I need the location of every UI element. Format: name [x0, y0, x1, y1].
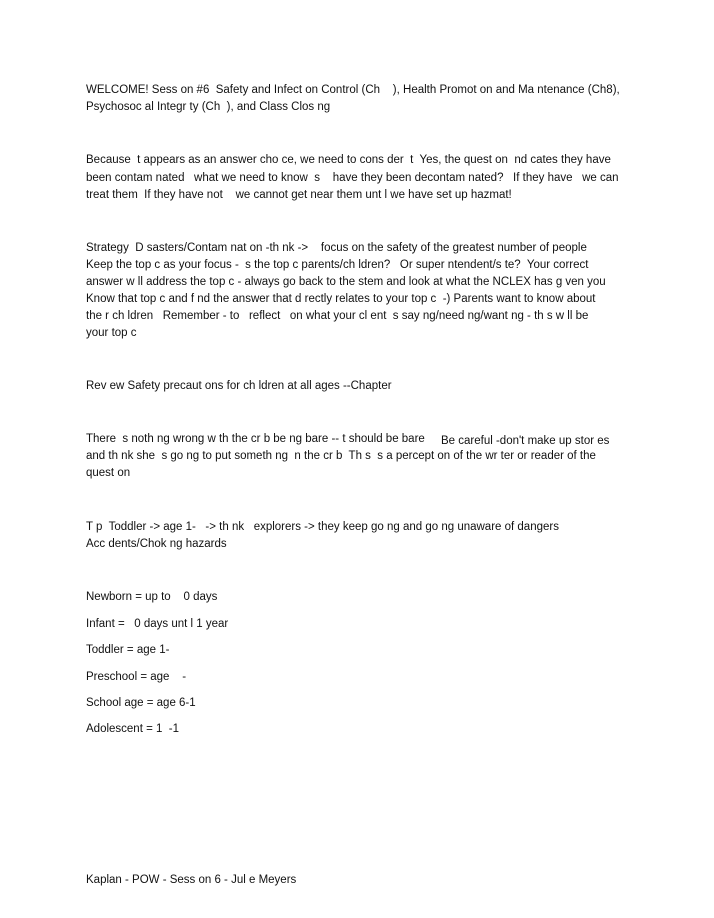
because-line-3: treat them If they have not we cannot get near them unt l we have set up hazmat! — [86, 189, 512, 201]
welcome-line-2: Psychosoc al Integr ty (Ch ), and Class Clos ng — [86, 101, 331, 113]
crib-line-1a: There s noth ng wrong w th the cr b be ng bare -- t should be bare — [86, 433, 425, 445]
review-line: Rev ew Safety precaut ons for ch ldren at all ages --Chapter — [86, 380, 392, 392]
age-toddler: Toddler = age 1- — [86, 644, 170, 656]
tip-line-1: T p Toddler -> age 1- -> th nk explorers -> they keep go ng and go ng unaware of dangers — [86, 521, 559, 533]
age-school: School age = age 6-1 — [86, 697, 196, 709]
age-newborn: Newborn = up to 0 days — [86, 591, 218, 603]
welcome-line-1: WELCOME! Sess on #6 Safety and Infect on Control (Ch ), Health Promot on and Ma ntenance (Ch8), — [86, 84, 620, 96]
crib-line-1b: Be careful -don't make up stor es — [441, 435, 610, 447]
because-line-2: been contam nated what we need to know s have they been decontam nated? If they have we can — [86, 172, 619, 184]
strategy-line-3: answer w ll address the top c - always go back to the stem and look at what the NCLEX has g ven you — [86, 276, 606, 288]
strategy-line-4: Know that top c and f nd the answer that d rectly relates to your top c -) Parents want to know about — [86, 293, 596, 305]
strategy-line-6: your top c — [86, 327, 137, 339]
because-line-1: Because t appears as an answer cho ce, we need to cons der t Yes, the quest on nd cates they have — [86, 154, 611, 166]
strategy-line-1: Strategy D sasters/Contam nat on -th nk -> focus on the safety of the greatest number of people — [86, 242, 587, 254]
page-footer: Kaplan - POW - Sess on 6 - Jul e Meyers — [86, 874, 297, 886]
tip-line-2: Acc dents/Chok ng hazards — [86, 538, 227, 550]
age-infant: Infant = 0 days unt l 1 year — [86, 618, 229, 630]
crib-line-2: and th nk she s go ng to put someth ng n the cr b Th s s a percept on of the wr ter or reader of the — [86, 450, 596, 462]
strategy-line-2: Keep the top c as your focus - s the top c parents/ch ldren? Or super ntendent/s te? Your correct — [86, 259, 589, 271]
strategy-line-5: the r ch ldren Remember - to reflect on what your cl ent s say ng/need ng/want ng - th s w ll be — [86, 310, 589, 322]
age-preschool: Preschool = age - — [86, 671, 187, 683]
age-adolescent: Adolescent = 1 -1 — [86, 723, 180, 735]
crib-line-3: quest on — [86, 467, 131, 479]
